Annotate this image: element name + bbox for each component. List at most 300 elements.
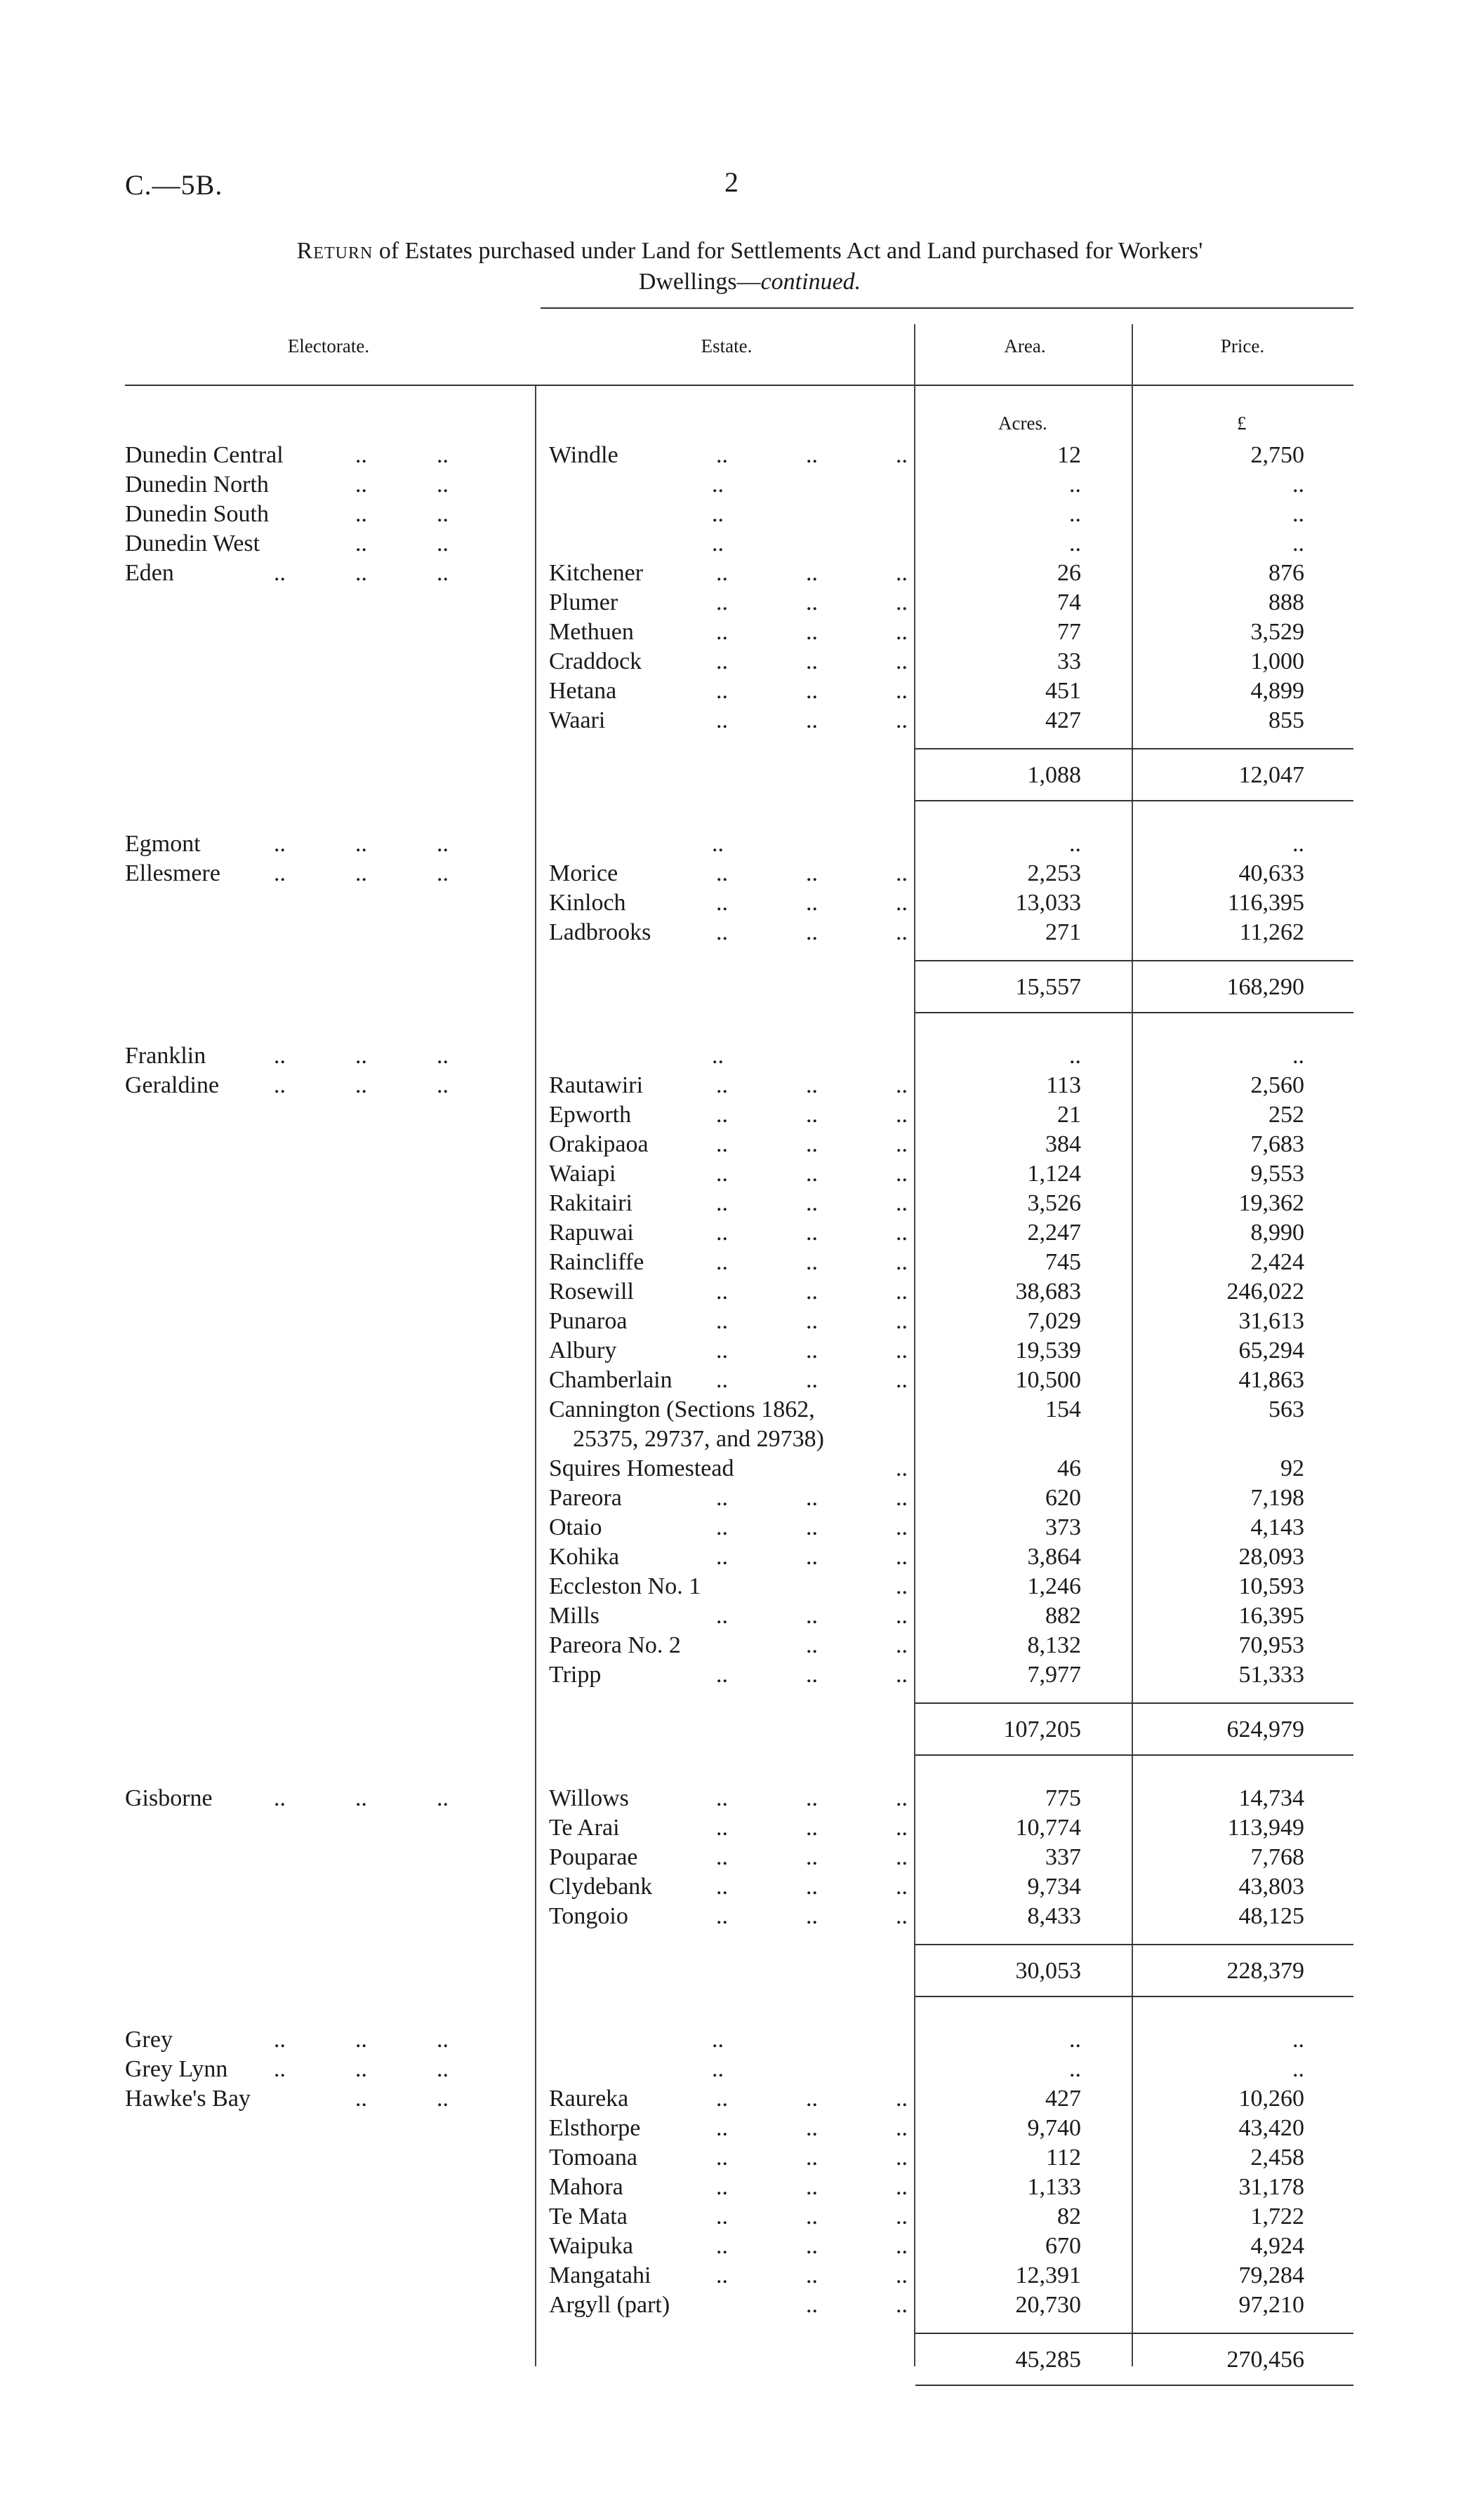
leader-dot: ..	[806, 2233, 818, 2259]
leader-dot: ..	[806, 1544, 818, 1570]
estate-placeholder: ..	[712, 2027, 724, 2053]
price-value: 113,949	[1227, 1815, 1304, 1841]
table-row	[0, 706, 1484, 735]
leader-dot: ..	[896, 1573, 908, 1599]
table-row-continuation	[0, 1425, 1484, 1454]
estate-name: Otaio	[549, 1514, 602, 1540]
area-value: 33	[1057, 648, 1081, 674]
title-lead: Return	[296, 238, 373, 264]
table-row	[0, 1843, 1484, 1872]
area-value: 427	[1045, 2086, 1081, 2112]
leader-dot: ..	[437, 560, 449, 586]
area-value: 384	[1045, 1131, 1081, 1157]
total-area: 1,088	[1027, 762, 1081, 788]
header-bottom-rule	[125, 385, 1353, 386]
leader-dot: ..	[274, 1785, 286, 1811]
area-unit: Acres.	[998, 413, 1047, 434]
leader-dot: ..	[896, 2086, 908, 2112]
estate-name: Tongoio	[549, 1903, 628, 1929]
leader-dot: ..	[806, 1131, 818, 1157]
leader-dot: ..	[896, 1161, 908, 1187]
area-value: 427	[1045, 707, 1081, 733]
leader-dot: ..	[806, 678, 818, 704]
leader-dot: ..	[355, 1043, 367, 1069]
leader-dot: ..	[806, 2174, 818, 2200]
price-value: 10,593	[1238, 1573, 1304, 1599]
estate-name: Te Arai	[549, 1815, 620, 1841]
leader-dot: ..	[896, 619, 908, 645]
price-value: 31,613	[1238, 1308, 1304, 1334]
electorate-name: Ellesmere	[125, 860, 220, 886]
table-row	[0, 559, 1484, 588]
estate-placeholder: ..	[712, 472, 724, 498]
total-rule-bottom	[915, 1754, 1353, 1756]
estate-name: Tripp	[549, 1662, 602, 1688]
leader-dot: ..	[355, 560, 367, 586]
table-row	[0, 1813, 1484, 1843]
price-value: 1,722	[1250, 2204, 1304, 2229]
leader-dot: ..	[355, 501, 367, 527]
leader-dot: ..	[896, 1338, 908, 1364]
leader-dot: ..	[355, 831, 367, 857]
area-value: ..	[1069, 831, 1081, 857]
leader-dot: ..	[806, 1514, 818, 1540]
leader-dot: ..	[806, 1844, 818, 1870]
estate-placeholder: ..	[712, 1043, 724, 1069]
estate-name: Kohika	[549, 1544, 620, 1570]
price-value: ..	[1292, 831, 1304, 857]
price-value: ..	[1292, 2027, 1304, 2053]
page-number: 2	[724, 166, 738, 198]
area-value: 3,526	[1027, 1190, 1081, 1216]
price-value: 1,000	[1250, 648, 1304, 674]
leader-dot: ..	[896, 678, 908, 704]
leader-dot: ..	[896, 1903, 908, 1929]
price-value: 9,553	[1250, 1161, 1304, 1187]
total-rule-bottom	[915, 800, 1353, 801]
area-value: 9,734	[1027, 1874, 1081, 1900]
leader-dot: ..	[716, 1072, 728, 1098]
area-value: 38,683	[1015, 1279, 1081, 1305]
table-row	[0, 2084, 1484, 2114]
leader-dot: ..	[437, 501, 449, 527]
leader-dot: ..	[716, 2233, 728, 2259]
leader-dot: ..	[716, 1485, 728, 1511]
area-value: 12,391	[1015, 2262, 1081, 2288]
price-value: 888	[1268, 589, 1304, 615]
leader-dot: ..	[437, 472, 449, 498]
leader-dot: ..	[806, 619, 818, 645]
leader-dot: ..	[274, 831, 286, 857]
electorate-leader-dots	[274, 2025, 521, 2055]
estate-name: Craddock	[549, 648, 642, 674]
estate-name: Morice	[549, 860, 618, 886]
area-value: 3,864	[1027, 1544, 1081, 1570]
price-unit: £	[1237, 413, 1247, 434]
leader-dot: ..	[437, 2056, 449, 2082]
leader-dot: ..	[716, 1249, 728, 1275]
area-value: ..	[1069, 472, 1081, 498]
table-row	[0, 1872, 1484, 1902]
leader-dot: ..	[274, 1043, 286, 1069]
area-value: 154	[1045, 1396, 1081, 1422]
leader-dot: ..	[896, 919, 908, 945]
leader-dot: ..	[896, 890, 908, 916]
leader-dot: ..	[896, 1844, 908, 1870]
leader-dot: ..	[437, 2027, 449, 2053]
price-value: 19,362	[1238, 1190, 1304, 1216]
leader-dot: ..	[806, 1308, 818, 1334]
leader-dot: ..	[716, 1308, 728, 1334]
table-row	[0, 2114, 1484, 2143]
electorate-name: Grey Lynn	[125, 2056, 228, 2082]
table-row	[0, 2291, 1484, 2320]
leader-dot: ..	[896, 1190, 908, 1216]
area-value: 1,124	[1027, 1161, 1081, 1187]
leader-dot: ..	[806, 589, 818, 615]
leader-dot: ..	[716, 1662, 728, 1688]
leader-dot: ..	[896, 648, 908, 674]
leader-dot: ..	[896, 560, 908, 586]
leader-dot: ..	[896, 1102, 908, 1128]
estate-name: Windle	[549, 442, 618, 468]
leader-dot: ..	[806, 1161, 818, 1187]
leader-dot: ..	[806, 1102, 818, 1128]
estate-name: Albury	[549, 1338, 617, 1364]
leader-dot: ..	[806, 1279, 818, 1305]
area-value: 10,500	[1015, 1367, 1081, 1393]
price-value: 7,198	[1250, 1485, 1304, 1511]
price-value: 70,953	[1238, 1632, 1304, 1658]
electorate-leader-dots	[274, 1041, 521, 1071]
area-value: 10,774	[1015, 1815, 1081, 1841]
table-row	[0, 1395, 1484, 1425]
leader-dot: ..	[437, 531, 449, 556]
total-price: 270,456	[1226, 2347, 1304, 2373]
leader-dot: ..	[806, 860, 818, 886]
leader-dot: ..	[806, 1903, 818, 1929]
leader-dot: ..	[806, 1367, 818, 1393]
leader-dot: ..	[355, 2086, 367, 2112]
electorate-leader-dots	[274, 441, 521, 470]
leader-dot: ..	[716, 890, 728, 916]
leader-dot: ..	[355, 1072, 367, 1098]
leader-dot: ..	[716, 1102, 728, 1128]
leader-dot: ..	[896, 1220, 908, 1246]
total-price: 624,979	[1226, 1716, 1304, 1742]
electorate-leader-dots	[274, 1784, 521, 1813]
estate-placeholder: ..	[712, 501, 724, 527]
leader-dot: ..	[437, 860, 449, 886]
electorate-leader-dots	[274, 2055, 521, 2084]
estate-name: Mahora	[549, 2174, 623, 2200]
leader-dot: ..	[355, 2056, 367, 2082]
leader-dot: ..	[806, 1190, 818, 1216]
total-rule-top	[915, 1702, 1353, 1704]
area-value: 112	[1046, 2145, 1081, 2171]
leader-dot: ..	[716, 1514, 728, 1540]
area-value: 9,740	[1027, 2115, 1081, 2141]
table-row	[0, 1660, 1484, 1690]
table-row	[0, 1130, 1484, 1159]
price-value: 7,768	[1250, 1844, 1304, 1870]
estate-name: Waipuka	[549, 2233, 633, 2259]
leader-dot: ..	[806, 1632, 818, 1658]
price-value: 16,395	[1238, 1603, 1304, 1629]
estate-name: Kinloch	[549, 890, 626, 916]
estate-name: Ladbrooks	[549, 919, 651, 945]
table-row	[0, 1100, 1484, 1130]
area-value: ..	[1069, 501, 1081, 527]
header-top-rule	[541, 307, 1353, 309]
leader-dot: ..	[716, 648, 728, 674]
price-value: 2,458	[1250, 2145, 1304, 2171]
area-value: 882	[1045, 1603, 1081, 1629]
leader-dot: ..	[716, 2204, 728, 2229]
leader-dot: ..	[806, 2292, 818, 2318]
leader-dot: ..	[355, 442, 367, 468]
leader-dot: ..	[355, 2027, 367, 2053]
estate-name: Rapuwai	[549, 1220, 634, 1246]
leader-dot: ..	[806, 1603, 818, 1629]
total-rule-bottom	[915, 1996, 1353, 1997]
price-value: ..	[1292, 2056, 1304, 2082]
leader-dot: ..	[437, 1043, 449, 1069]
price-value: ..	[1292, 472, 1304, 498]
leader-dot: ..	[806, 1874, 818, 1900]
price-value: 65,294	[1238, 1338, 1304, 1364]
electorate-leader-dots	[274, 470, 521, 500]
col-header-estate: Estate.	[701, 335, 753, 356]
leader-dot: ..	[716, 1220, 728, 1246]
electorate-leader-dots	[274, 529, 521, 559]
leader-dot: ..	[716, 1367, 728, 1393]
table-row	[0, 1542, 1484, 1572]
electorate-name: Dunedin North	[125, 472, 269, 498]
leader-dot: ..	[437, 2086, 449, 2112]
total-price: 12,047	[1238, 762, 1304, 788]
table-row	[0, 441, 1484, 470]
area-value: 26	[1057, 560, 1081, 586]
leader-dot: ..	[806, 1072, 818, 1098]
price-value: 43,420	[1238, 2115, 1304, 2141]
leader-dot: ..	[716, 1161, 728, 1187]
leader-dot: ..	[806, 2204, 818, 2229]
title-continued: continued.	[760, 269, 861, 295]
leader-dot: ..	[806, 1485, 818, 1511]
total-rule-bottom	[915, 1012, 1353, 1013]
table-row	[0, 676, 1484, 706]
area-value: 12	[1057, 442, 1081, 468]
table-row	[0, 1631, 1484, 1660]
leader-dot: ..	[437, 442, 449, 468]
estate-name: Waari	[549, 707, 606, 733]
leader-dot: ..	[806, 2262, 818, 2288]
col-header-area: Area.	[1004, 335, 1046, 356]
area-value: 21	[1057, 1102, 1081, 1128]
estate-name: Clydebank	[549, 1874, 653, 1900]
estate-name-continued: 25375, 29737, and 29738)	[573, 1426, 824, 1452]
leader-dot: ..	[716, 589, 728, 615]
leader-dot: ..	[716, 707, 728, 733]
leader-dot: ..	[806, 1220, 818, 1246]
leader-dot: ..	[806, 2145, 818, 2171]
area-value: 745	[1045, 1249, 1081, 1275]
leader-dot: ..	[274, 1072, 286, 1098]
table-row	[0, 1513, 1484, 1542]
col-header-price: Price.	[1220, 335, 1265, 356]
leader-dot: ..	[896, 1455, 908, 1481]
table-row	[0, 1041, 1484, 1071]
price-value: 7,683	[1250, 1131, 1304, 1157]
price-value: 92	[1280, 1455, 1304, 1481]
estate-placeholder: ..	[712, 531, 724, 556]
area-value: 1,133	[1027, 2174, 1081, 2200]
leader-dot: ..	[896, 860, 908, 886]
leader-dot: ..	[896, 2145, 908, 2171]
leader-dot: ..	[716, 2145, 728, 2171]
area-value: ..	[1069, 2027, 1081, 2053]
leader-dot: ..	[806, 1338, 818, 1364]
table-row	[0, 1307, 1484, 1336]
leader-dot: ..	[896, 1367, 908, 1393]
table-row	[0, 1277, 1484, 1307]
area-value: 8,433	[1027, 1903, 1081, 1929]
table-row	[0, 1601, 1484, 1631]
leader-dot: ..	[806, 1662, 818, 1688]
leader-dot: ..	[437, 831, 449, 857]
leader-dot: ..	[896, 2292, 908, 2318]
estate-name: Pareora No. 2	[549, 1632, 681, 1658]
estate-name: Plumer	[549, 589, 618, 615]
leader-dot: ..	[274, 2027, 286, 2053]
leader-dot: ..	[716, 560, 728, 586]
total-price: 228,379	[1226, 1958, 1304, 1984]
price-value: 8,990	[1250, 1220, 1304, 1246]
estate-name: Mills	[549, 1603, 599, 1629]
area-value: 7,029	[1027, 1308, 1081, 1334]
price-value: 4,143	[1250, 1514, 1304, 1540]
price-value: 28,093	[1238, 1544, 1304, 1570]
table-row	[0, 1366, 1484, 1395]
leader-dot: ..	[896, 1279, 908, 1305]
leader-dot: ..	[896, 1131, 908, 1157]
leader-dot: ..	[896, 442, 908, 468]
leader-dot: ..	[806, 1785, 818, 1811]
area-value: 8,132	[1027, 1632, 1081, 1658]
estate-name: Punaroa	[549, 1308, 628, 1334]
total-rule-top	[915, 2333, 1353, 2334]
estate-name: Chamberlain	[549, 1367, 673, 1393]
estate-name: Argyll (part)	[549, 2292, 670, 2318]
price-value: 2,750	[1250, 442, 1304, 468]
leader-dot: ..	[896, 1249, 908, 1275]
estate-name: Rakitairi	[549, 1190, 632, 1216]
price-value: 48,125	[1238, 1903, 1304, 1929]
electorate-name: Dunedin South	[125, 501, 269, 527]
estate-name: Elsthorpe	[549, 2115, 641, 2141]
table-row	[0, 470, 1484, 500]
area-value: 113	[1046, 1072, 1081, 1098]
leader-dot: ..	[806, 890, 818, 916]
table-row	[0, 1572, 1484, 1601]
leader-dot: ..	[437, 1072, 449, 1098]
leader-dot: ..	[716, 1815, 728, 1841]
table-row	[0, 1071, 1484, 1100]
total-rule-top	[915, 1944, 1353, 1945]
electorate-leader-dots	[274, 2084, 521, 2114]
price-value: ..	[1292, 531, 1304, 556]
estate-name: Orakipaoa	[549, 1131, 649, 1157]
leader-dot: ..	[716, 1279, 728, 1305]
leader-dot: ..	[716, 1131, 728, 1157]
leader-dot: ..	[806, 1815, 818, 1841]
estate-name: Pareora	[549, 1485, 622, 1511]
estate-name: Te Mata	[549, 2204, 628, 2229]
area-value: 337	[1045, 1844, 1081, 1870]
estate-name: Eccleston No. 1	[549, 1573, 701, 1599]
total-rule-top	[915, 748, 1353, 749]
estate-name: Willows	[549, 1785, 629, 1811]
leader-dot: ..	[806, 707, 818, 733]
table-row	[0, 1248, 1484, 1277]
estate-name: Cannington (Sections 1862,	[549, 1396, 815, 1422]
table-row	[0, 529, 1484, 559]
area-value: 1,246	[1027, 1573, 1081, 1599]
price-value: 79,284	[1238, 2262, 1304, 2288]
title-line2: Dwellings—	[638, 269, 761, 295]
table-row	[0, 1336, 1484, 1366]
total-area: 30,053	[1015, 1958, 1081, 1984]
estate-name: Methuen	[549, 619, 634, 645]
area-value: 620	[1045, 1485, 1081, 1511]
area-value: 82	[1057, 2204, 1081, 2229]
leader-dot: ..	[716, 678, 728, 704]
price-value: 246,022	[1226, 1279, 1304, 1305]
electorate-leader-dots	[274, 829, 521, 859]
table-row	[0, 618, 1484, 647]
leader-dot: ..	[806, 2115, 818, 2141]
table-row	[0, 859, 1484, 888]
area-value: 373	[1045, 1514, 1081, 1540]
leader-dot: ..	[896, 1514, 908, 1540]
table-row	[0, 888, 1484, 918]
total-rule-top	[915, 960, 1353, 961]
leader-dot: ..	[716, 919, 728, 945]
table-row	[0, 2232, 1484, 2261]
table-row	[0, 1484, 1484, 1513]
leader-dot: ..	[355, 860, 367, 886]
leader-dot: ..	[274, 560, 286, 586]
estate-placeholder: ..	[712, 831, 724, 857]
document-reference: C.—5B.	[125, 169, 223, 201]
price-value: 97,210	[1238, 2292, 1304, 2318]
estate-name: Pouparae	[549, 1844, 638, 1870]
estate-name: Tomoana	[549, 2145, 638, 2171]
table-row	[0, 2025, 1484, 2055]
leader-dot: ..	[716, 2086, 728, 2112]
price-value: 3,529	[1250, 619, 1304, 645]
leader-dot: ..	[806, 919, 818, 945]
electorate-leader-dots	[274, 1071, 521, 1100]
leader-dot: ..	[716, 1544, 728, 1570]
leader-dot: ..	[896, 1874, 908, 1900]
price-value: ..	[1292, 501, 1304, 527]
leader-dot: ..	[716, 1603, 728, 1629]
area-value: ..	[1069, 531, 1081, 556]
area-value: 19,539	[1015, 1338, 1081, 1364]
leader-dot: ..	[274, 860, 286, 886]
